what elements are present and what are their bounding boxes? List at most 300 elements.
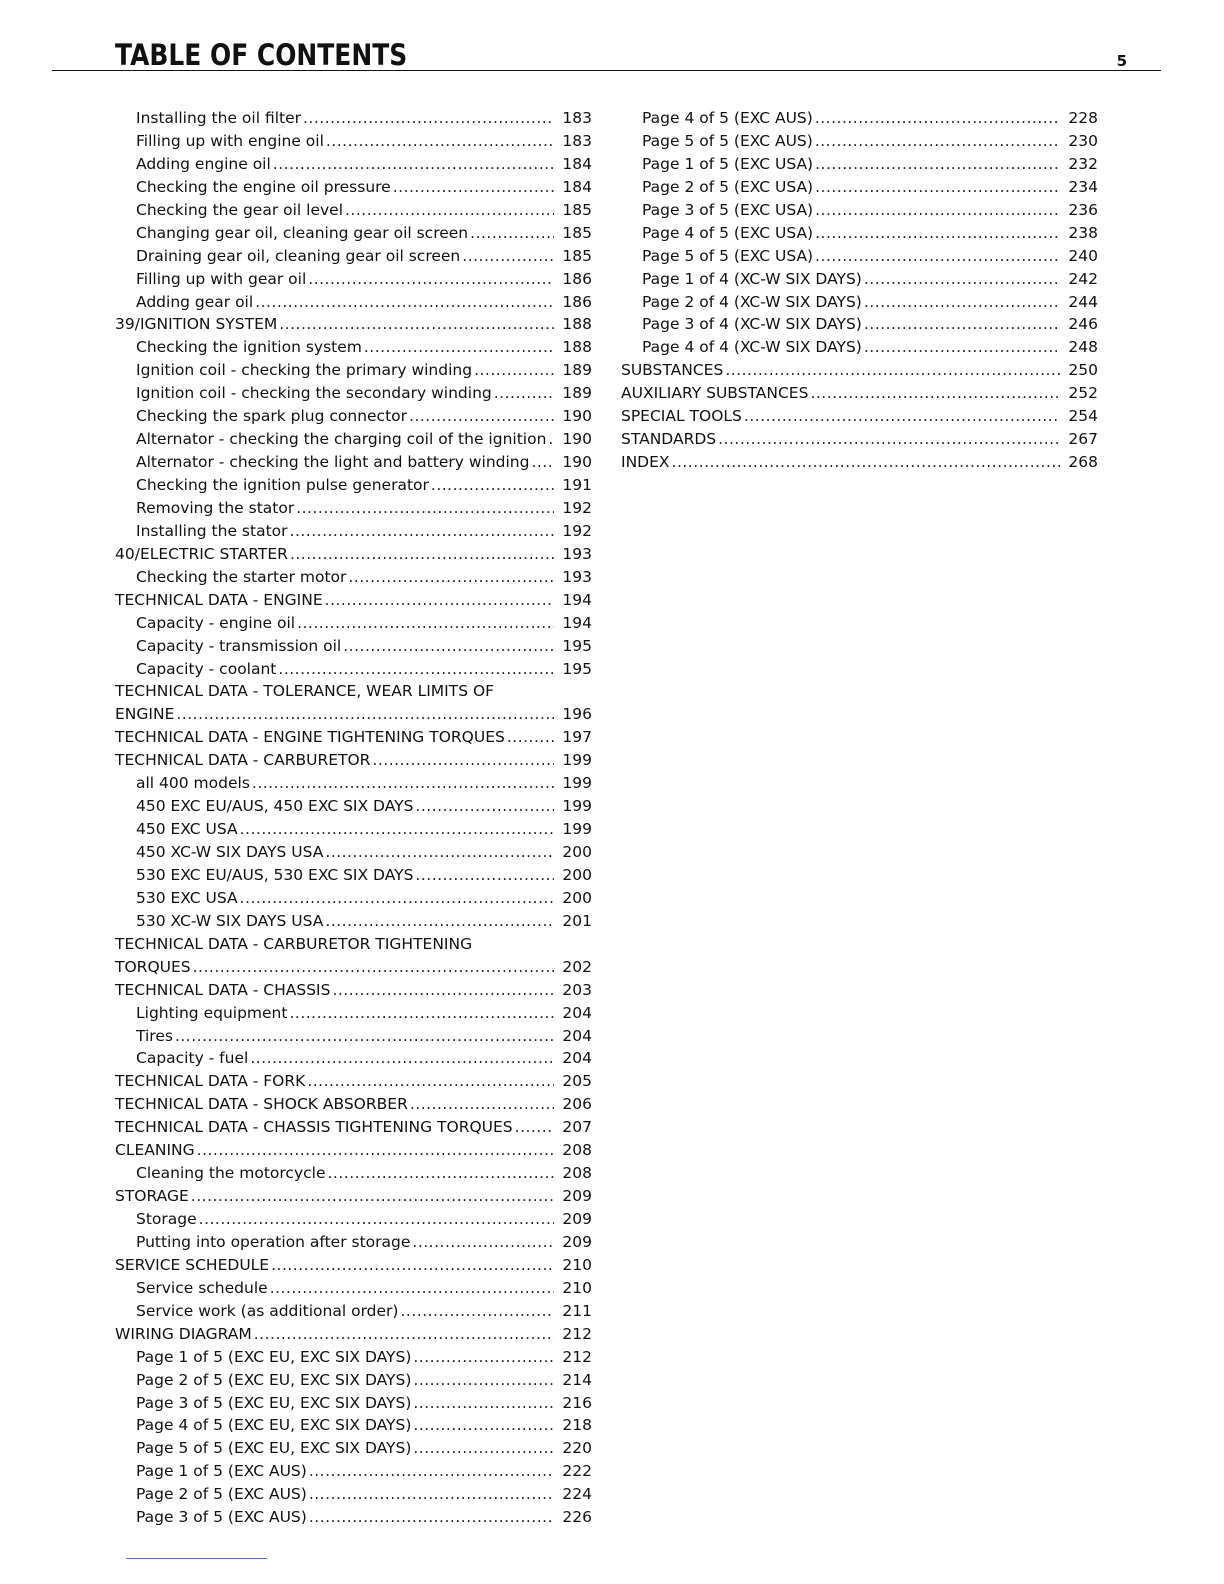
toc-entry[interactable] [115, 933, 592, 979]
toc-entry[interactable] [115, 313, 592, 336]
toc-entry[interactable] [115, 979, 592, 1002]
toc-entry-title: Checking the ignition pulse generator [136, 476, 429, 494]
toc-page-number: 240 [1068, 246, 1098, 265]
toc-entry-title: Page 3 of 4 (XC-W SIX DAYS) [642, 315, 862, 334]
toc-entry-title: Installing the oil filter [136, 109, 301, 127]
toc-page-number: 224 [562, 1485, 592, 1504]
toc-page-number: 218 [562, 1416, 592, 1435]
toc-entry[interactable] [115, 497, 592, 520]
toc-entry-title: TECHNICAL DATA - ENGINE [115, 590, 323, 609]
toc-entry[interactable] [115, 1437, 592, 1460]
toc-dot-leader [199, 1208, 554, 1231]
toc-entry[interactable] [621, 451, 1098, 474]
toc-dot-leader [410, 1093, 554, 1116]
toc-entry-title: Page 2 of 5 (EXC AUS) [136, 1485, 307, 1504]
toc-entry[interactable] [115, 1483, 592, 1506]
toc-page-number: 192 [562, 521, 592, 540]
toc-page-number: 204 [562, 1049, 592, 1068]
toc-page-number: 267 [1068, 430, 1098, 449]
toc-dot-leader [474, 359, 554, 382]
toc-dot-leader [415, 795, 554, 818]
toc-entry[interactable] [115, 818, 592, 841]
toc-dot-leader [270, 1277, 554, 1300]
toc-entry-title: Page 4 of 4 (XC-W SIX DAYS) [642, 338, 862, 357]
toc-entry-title: Service work (as additional order) [136, 1301, 399, 1320]
toc-page-number: 188 [562, 315, 592, 334]
toc-entry[interactable] [115, 405, 592, 428]
toc-entry-title: TECHNICAL DATA - CHASSIS [115, 980, 331, 999]
toc-page-number: 252 [1068, 384, 1098, 403]
toc-entry[interactable] [115, 359, 592, 382]
toc-dot-leader [548, 428, 554, 451]
toc-page-number: 209 [562, 1232, 592, 1251]
toc-entry-title: Filling up with gear oil [136, 269, 307, 288]
toc-page-number: 212 [562, 1324, 592, 1343]
toc-page-number: 184 [562, 154, 592, 173]
toc-entry-title: Alternator - checking the charging coil of the ignition [136, 430, 547, 449]
toc-dot-leader [744, 405, 1060, 428]
toc-entry-title: SPECIAL TOOLS [621, 407, 742, 426]
toc-dot-leader [297, 612, 554, 635]
toc-page-number: 188 [562, 338, 592, 357]
toc-entry-title: Page 2 of 4 (XC-W SIX DAYS) [642, 292, 862, 311]
toc-entry[interactable] [115, 1323, 592, 1346]
toc-dot-leader [864, 268, 1060, 291]
toc-page-number: 186 [562, 269, 592, 288]
toc-dot-leader [307, 1070, 554, 1093]
toc-dot-leader [289, 1002, 554, 1025]
toc-entry-title: Alternator - checking the light and battery winding [136, 453, 530, 472]
toc-entry[interactable] [115, 1460, 592, 1483]
toc-dot-leader [278, 658, 554, 681]
toc-entry[interactable] [115, 1185, 592, 1208]
toc-dot-leader [810, 382, 1060, 405]
toc-page-number: 199 [562, 820, 592, 839]
toc-page-number: 186 [562, 292, 592, 311]
toc-entry-title: Checking the ignition system [136, 338, 362, 357]
toc-entry[interactable] [115, 245, 592, 268]
toc-entry[interactable] [115, 795, 592, 818]
toc-page-number: 190 [562, 430, 592, 449]
toc-dot-leader [718, 428, 1060, 451]
toc-entry[interactable] [115, 1300, 592, 1323]
toc-entry[interactable] [621, 268, 1098, 291]
toc-entry-title: Adding engine oil [136, 154, 271, 173]
toc-page-number: 268 [1068, 453, 1098, 472]
toc-page-number: 242 [1068, 269, 1098, 288]
toc-entry-title: 530 EXC USA [136, 888, 238, 907]
toc-page-number: 204 [562, 1026, 592, 1045]
toc-dot-leader [412, 1231, 554, 1254]
toc-entry[interactable] [115, 1002, 592, 1025]
toc-dot-leader [494, 382, 554, 405]
toc-entry-title: Page 4 of 5 (EXC EU, EXC SIX DAYS) [136, 1416, 412, 1435]
toc-entry-title: TECHNICAL DATA - CARBURETOR TIGHTENING [115, 934, 473, 953]
toc-page-number: 222 [562, 1462, 592, 1481]
toc-page-number: 202 [562, 957, 592, 976]
toc-dot-leader [191, 1185, 554, 1208]
toc-entry[interactable] [621, 107, 1098, 130]
toc-page-number: 183 [562, 131, 592, 150]
toc-entry-title: Page 3 of 5 (EXC USA) [642, 200, 814, 219]
toc-dot-leader [415, 864, 554, 887]
toc-page-number: 201 [562, 911, 592, 930]
toc-entry[interactable] [621, 199, 1098, 222]
toc-entry-title: Page 5 of 5 (EXC USA) [642, 246, 814, 265]
toc-dot-leader [507, 726, 554, 749]
toc-page-number: 220 [562, 1439, 592, 1458]
toc-entry-title: Changing gear oil, cleaning gear oil screen [136, 223, 469, 242]
toc-dot-leader [240, 887, 554, 910]
toc-dot-leader [672, 451, 1060, 474]
page-number: 5 [1116, 52, 1127, 70]
toc-entry[interactable] [621, 291, 1098, 314]
toc-dot-leader [193, 956, 554, 979]
toc-entry-title: 530 EXC EU/AUS, 530 EXC SIX DAYS [136, 865, 414, 884]
toc-page-number: 207 [562, 1118, 592, 1137]
toc-entry-title-continued: ENGINE [115, 705, 175, 724]
toc-entry[interactable] [115, 589, 592, 612]
toc-page-number: 199 [562, 774, 592, 793]
toc-page-number: 214 [562, 1370, 592, 1389]
toc-entry[interactable] [115, 543, 592, 566]
toc-dot-leader [364, 336, 554, 359]
toc-page-number: 190 [562, 407, 592, 426]
toc-dot-leader [309, 1506, 554, 1529]
toc-page-number: 197 [562, 728, 592, 747]
toc-dot-leader [864, 313, 1060, 336]
toc-entry-title: Page 5 of 5 (EXC EU, EXC SIX DAYS) [136, 1439, 412, 1458]
toc-entry[interactable] [115, 428, 592, 451]
toc-entry-title: Capacity - transmission oil [136, 636, 342, 655]
toc-entry-title: TECHNICAL DATA - SHOCK ABSORBER [115, 1095, 408, 1114]
toc-dot-leader [815, 176, 1060, 199]
toc-page-number: 194 [562, 613, 592, 632]
toc-entry[interactable] [115, 222, 592, 245]
toc-dot-leader [345, 199, 554, 222]
toc-entry-title: Checking the engine oil pressure [136, 177, 391, 196]
toc-entry-title: 450 EXC EU/AUS, 450 EXC SIX DAYS [136, 797, 414, 816]
toc-entry-title-continued: TORQUES [115, 957, 191, 976]
toc-page-number: 189 [562, 361, 592, 380]
toc-entry-title: Draining gear oil, cleaning gear oil screen [136, 246, 461, 265]
toc-dot-leader [815, 199, 1060, 222]
toc-entry-title: Storage [136, 1210, 197, 1229]
toc-dot-leader [296, 497, 554, 520]
toc-entry[interactable] [115, 1231, 592, 1254]
toc-page-number: 216 [562, 1393, 592, 1412]
footer-rule [126, 1558, 267, 1559]
toc-dot-leader [325, 910, 554, 933]
toc-entry-title: Page 3 of 5 (EXC AUS) [136, 1508, 307, 1527]
toc-dot-leader [252, 772, 554, 795]
toc-entry-title: Page 2 of 5 (EXC USA) [642, 177, 814, 196]
toc-entry[interactable] [115, 566, 592, 589]
toc-dot-leader [176, 703, 554, 726]
toc-page-number: 200 [562, 843, 592, 862]
toc-entry-title: TECHNICAL DATA - CHASSIS TIGHTENING TORQUES [115, 1118, 513, 1137]
toc-page-number: 195 [562, 659, 592, 678]
toc-page-number: 232 [1068, 154, 1098, 173]
toc-entry[interactable] [115, 130, 592, 153]
toc-entry[interactable] [115, 772, 592, 795]
toc-dot-leader [343, 635, 554, 658]
toc-entry[interactable] [115, 864, 592, 887]
toc-entry-title: Lighting equipment [136, 1003, 288, 1022]
toc-entry-title: Page 5 of 5 (EXC AUS) [642, 131, 813, 150]
toc-entry-title: STORAGE [115, 1187, 189, 1206]
toc-dot-leader [462, 245, 554, 268]
toc-entry[interactable] [115, 1506, 592, 1529]
toc-entry[interactable] [115, 1162, 592, 1185]
toc-page-number: 192 [562, 498, 592, 517]
toc-column-left [115, 107, 592, 1529]
toc-dot-leader [515, 1116, 554, 1139]
toc-dot-leader [290, 543, 554, 566]
toc-entry-title: TECHNICAL DATA - CARBURETOR [115, 751, 371, 770]
toc-entry[interactable] [115, 451, 592, 474]
toc-entry[interactable] [115, 1093, 592, 1116]
toc-entry-title: Checking the gear oil level [136, 200, 343, 219]
toc-entry[interactable] [115, 474, 592, 497]
toc-entry-title: TECHNICAL DATA - FORK [115, 1072, 306, 1091]
toc-dot-leader [815, 130, 1060, 153]
toc-dot-leader [271, 1254, 554, 1277]
toc-dot-leader [308, 268, 554, 291]
toc-page-number: 185 [562, 223, 592, 242]
toc-page-number: 183 [562, 109, 592, 127]
toc-page-number: 200 [562, 865, 592, 884]
toc-entry-title: Filling up with engine oil [136, 131, 324, 150]
toc-dot-leader [197, 1139, 554, 1162]
toc-entry-title: CLEANING [115, 1141, 195, 1160]
toc-dot-leader [400, 1300, 554, 1323]
toc-entry-title: all 400 models [136, 774, 250, 793]
toc-page-number: 194 [562, 590, 592, 609]
toc-dot-leader [470, 222, 554, 245]
toc-entry[interactable] [621, 153, 1098, 176]
toc-entry[interactable] [115, 841, 592, 864]
toc-page-number: 226 [562, 1508, 592, 1527]
toc-dot-leader [431, 474, 554, 497]
toc-entry[interactable] [115, 382, 592, 405]
toc-entry-title: Page 4 of 5 (EXC USA) [642, 223, 814, 242]
toc-entry[interactable] [115, 268, 592, 291]
toc-dot-leader [348, 566, 554, 589]
toc-dot-leader [725, 359, 1060, 382]
page-title: TABLE OF CONTENTS [115, 38, 408, 72]
toc-page-number: 208 [562, 1141, 592, 1160]
toc-entry[interactable] [115, 199, 592, 222]
toc-entry[interactable] [115, 1116, 592, 1139]
toc-dot-leader [290, 520, 554, 543]
toc-dot-leader [255, 291, 554, 314]
toc-entry-title: TECHNICAL DATA - TOLERANCE, WEAR LIMITS OF [115, 682, 495, 701]
toc-entry[interactable] [621, 313, 1098, 336]
toc-entry[interactable] [115, 1070, 592, 1093]
toc-entry[interactable] [115, 910, 592, 933]
toc-dot-leader [815, 222, 1060, 245]
toc-page-number: 205 [562, 1072, 592, 1091]
toc-entry-title: INDEX [621, 453, 670, 472]
toc-entry-title: Checking the starter motor [136, 567, 347, 586]
toc-dot-leader [413, 1392, 554, 1415]
toc-page-number: 203 [562, 980, 592, 999]
toc-page-number: 204 [562, 1003, 592, 1022]
toc-page-number: 185 [562, 200, 592, 219]
toc-entry-title: Cleaning the motorcycle [136, 1164, 326, 1183]
toc-entry[interactable] [115, 291, 592, 314]
toc-entry[interactable] [115, 1025, 592, 1048]
toc-dot-leader [250, 1047, 554, 1070]
toc-entry[interactable] [115, 107, 592, 130]
toc-entry[interactable] [115, 1369, 592, 1392]
toc-entry[interactable] [115, 887, 592, 910]
toc-page-number: 209 [562, 1210, 592, 1229]
toc-page-number: 193 [562, 567, 592, 586]
toc-dot-leader [332, 979, 554, 1002]
toc-dot-leader [325, 841, 554, 864]
toc-page-number: 209 [562, 1187, 592, 1206]
toc-page-number: 199 [562, 797, 592, 816]
toc-entry-title: 450 EXC USA [136, 820, 238, 839]
toc-page-number: 190 [562, 453, 592, 472]
toc-page-number: 212 [562, 1347, 592, 1366]
toc-page-number: 196 [562, 705, 592, 724]
toc-entry[interactable] [621, 382, 1098, 405]
toc-entry-title: WIRING DIAGRAM [115, 1324, 252, 1343]
toc-entry-title: 450 XC-W SIX DAYS USA [136, 843, 324, 862]
toc-entry-title: AUXILIARY SUBSTANCES [621, 384, 809, 403]
toc-entry[interactable] [621, 336, 1098, 359]
toc-entry-title: SERVICE SCHEDULE [115, 1255, 270, 1274]
toc-column-right [621, 107, 1098, 474]
toc-entry[interactable] [621, 405, 1098, 428]
toc-entry[interactable] [621, 176, 1098, 199]
toc-dot-leader [413, 1369, 554, 1392]
toc-entry[interactable] [621, 130, 1098, 153]
toc-dot-leader [815, 153, 1060, 176]
toc-dot-leader [273, 153, 554, 176]
toc-entry[interactable] [115, 749, 592, 772]
toc-page-number: 250 [1068, 361, 1098, 380]
toc-entry-title: Capacity - fuel [136, 1049, 249, 1068]
toc-entry[interactable] [115, 635, 592, 658]
toc-page-number: 189 [562, 384, 592, 403]
toc-page-number: 238 [1068, 223, 1098, 242]
toc-entry-title: Page 1 of 5 (EXC EU, EXC SIX DAYS) [136, 1347, 412, 1366]
toc-page-number: 254 [1068, 407, 1098, 426]
toc-page-number: 206 [562, 1095, 592, 1114]
toc-entry[interactable] [621, 222, 1098, 245]
toc-page-number: 228 [1068, 109, 1098, 127]
toc-entry-title: Page 2 of 5 (EXC EU, EXC SIX DAYS) [136, 1370, 412, 1389]
toc-entry-title: Page 4 of 5 (EXC AUS) [642, 109, 813, 127]
toc-entry-title: Page 1 of 5 (EXC USA) [642, 154, 814, 173]
toc-dot-leader [409, 405, 554, 428]
toc-page-number: 208 [562, 1164, 592, 1183]
toc-entry[interactable] [115, 176, 592, 199]
toc-entry-title: 40/ELECTRIC STARTER [115, 544, 288, 563]
toc-page-number: 191 [562, 476, 592, 494]
toc-dot-leader [413, 1437, 554, 1460]
toc-entry-title: Removing the stator [136, 498, 295, 517]
toc-dot-leader [326, 130, 554, 153]
toc-entry-title: Page 1 of 4 (XC-W SIX DAYS) [642, 269, 862, 288]
page-header [52, 38, 1161, 71]
toc-entry[interactable] [115, 336, 592, 359]
toc-dot-leader [303, 107, 554, 130]
toc-entry[interactable] [115, 1254, 592, 1277]
toc-dot-leader [254, 1323, 554, 1346]
toc-dot-leader [325, 589, 554, 612]
toc-entry-title: 39/IGNITION SYSTEM [115, 315, 278, 334]
toc-page-number: 234 [1068, 177, 1098, 196]
toc-page-number: 210 [562, 1255, 592, 1274]
toc-entry-title: 530 XC-W SIX DAYS USA [136, 911, 324, 930]
toc-entry-title: Adding gear oil [136, 292, 254, 311]
toc-entry[interactable] [621, 245, 1098, 268]
toc-page-number: 230 [1068, 131, 1098, 150]
toc-page-number: 193 [562, 544, 592, 563]
toc-entry[interactable] [115, 153, 592, 176]
toc-entry-title: Capacity - coolant [136, 659, 277, 678]
toc-entry[interactable] [115, 1139, 592, 1162]
toc-entry-title: Capacity - engine oil [136, 613, 296, 632]
toc-entry[interactable] [115, 520, 592, 543]
toc-page-number: 248 [1068, 338, 1098, 357]
toc-entry[interactable] [621, 428, 1098, 451]
toc-entry-title: Page 1 of 5 (EXC AUS) [136, 1462, 307, 1481]
toc-page-number: 195 [562, 636, 592, 655]
toc-dot-leader [531, 451, 554, 474]
toc-entry[interactable] [621, 359, 1098, 382]
toc-entry[interactable] [115, 726, 592, 749]
toc-dot-leader [393, 176, 554, 199]
toc-entry[interactable] [115, 1277, 592, 1300]
toc-page-number: 246 [1068, 315, 1098, 334]
toc-page-number: 211 [562, 1301, 592, 1320]
toc-dot-leader [864, 336, 1060, 359]
toc-dot-leader [309, 1483, 554, 1506]
toc-dot-leader [175, 1025, 554, 1048]
toc-entry-title: SUBSTANCES [621, 361, 724, 380]
toc-entry[interactable] [115, 1047, 592, 1070]
toc-entry[interactable] [115, 612, 592, 635]
toc-entry[interactable] [115, 1346, 592, 1369]
toc-entry[interactable] [115, 680, 592, 726]
toc-dot-leader [864, 291, 1060, 314]
toc-entry-title: Ignition coil - checking the primary winding [136, 361, 473, 380]
toc-entry-title: Installing the stator [136, 521, 288, 540]
toc-dot-leader [327, 1162, 554, 1185]
toc-entry-title: Tires [136, 1026, 173, 1045]
toc-entry-title: Putting into operation after storage [136, 1232, 411, 1251]
toc-dot-leader [413, 1414, 554, 1437]
toc-page-number: 210 [562, 1278, 592, 1297]
toc-page-number: 199 [562, 751, 592, 770]
toc-page-number: 236 [1068, 200, 1098, 219]
toc-entry-title: Page 3 of 5 (EXC EU, EXC SIX DAYS) [136, 1393, 412, 1412]
toc-entry[interactable] [115, 658, 592, 681]
toc-entry[interactable] [115, 1392, 592, 1415]
toc-page-number: 244 [1068, 292, 1098, 311]
toc-page-number: 200 [562, 888, 592, 907]
toc-entry[interactable] [115, 1208, 592, 1231]
toc-entry-title: Checking the spark plug connector [136, 407, 408, 426]
toc-entry[interactable] [115, 1414, 592, 1437]
toc-dot-leader [815, 245, 1060, 268]
